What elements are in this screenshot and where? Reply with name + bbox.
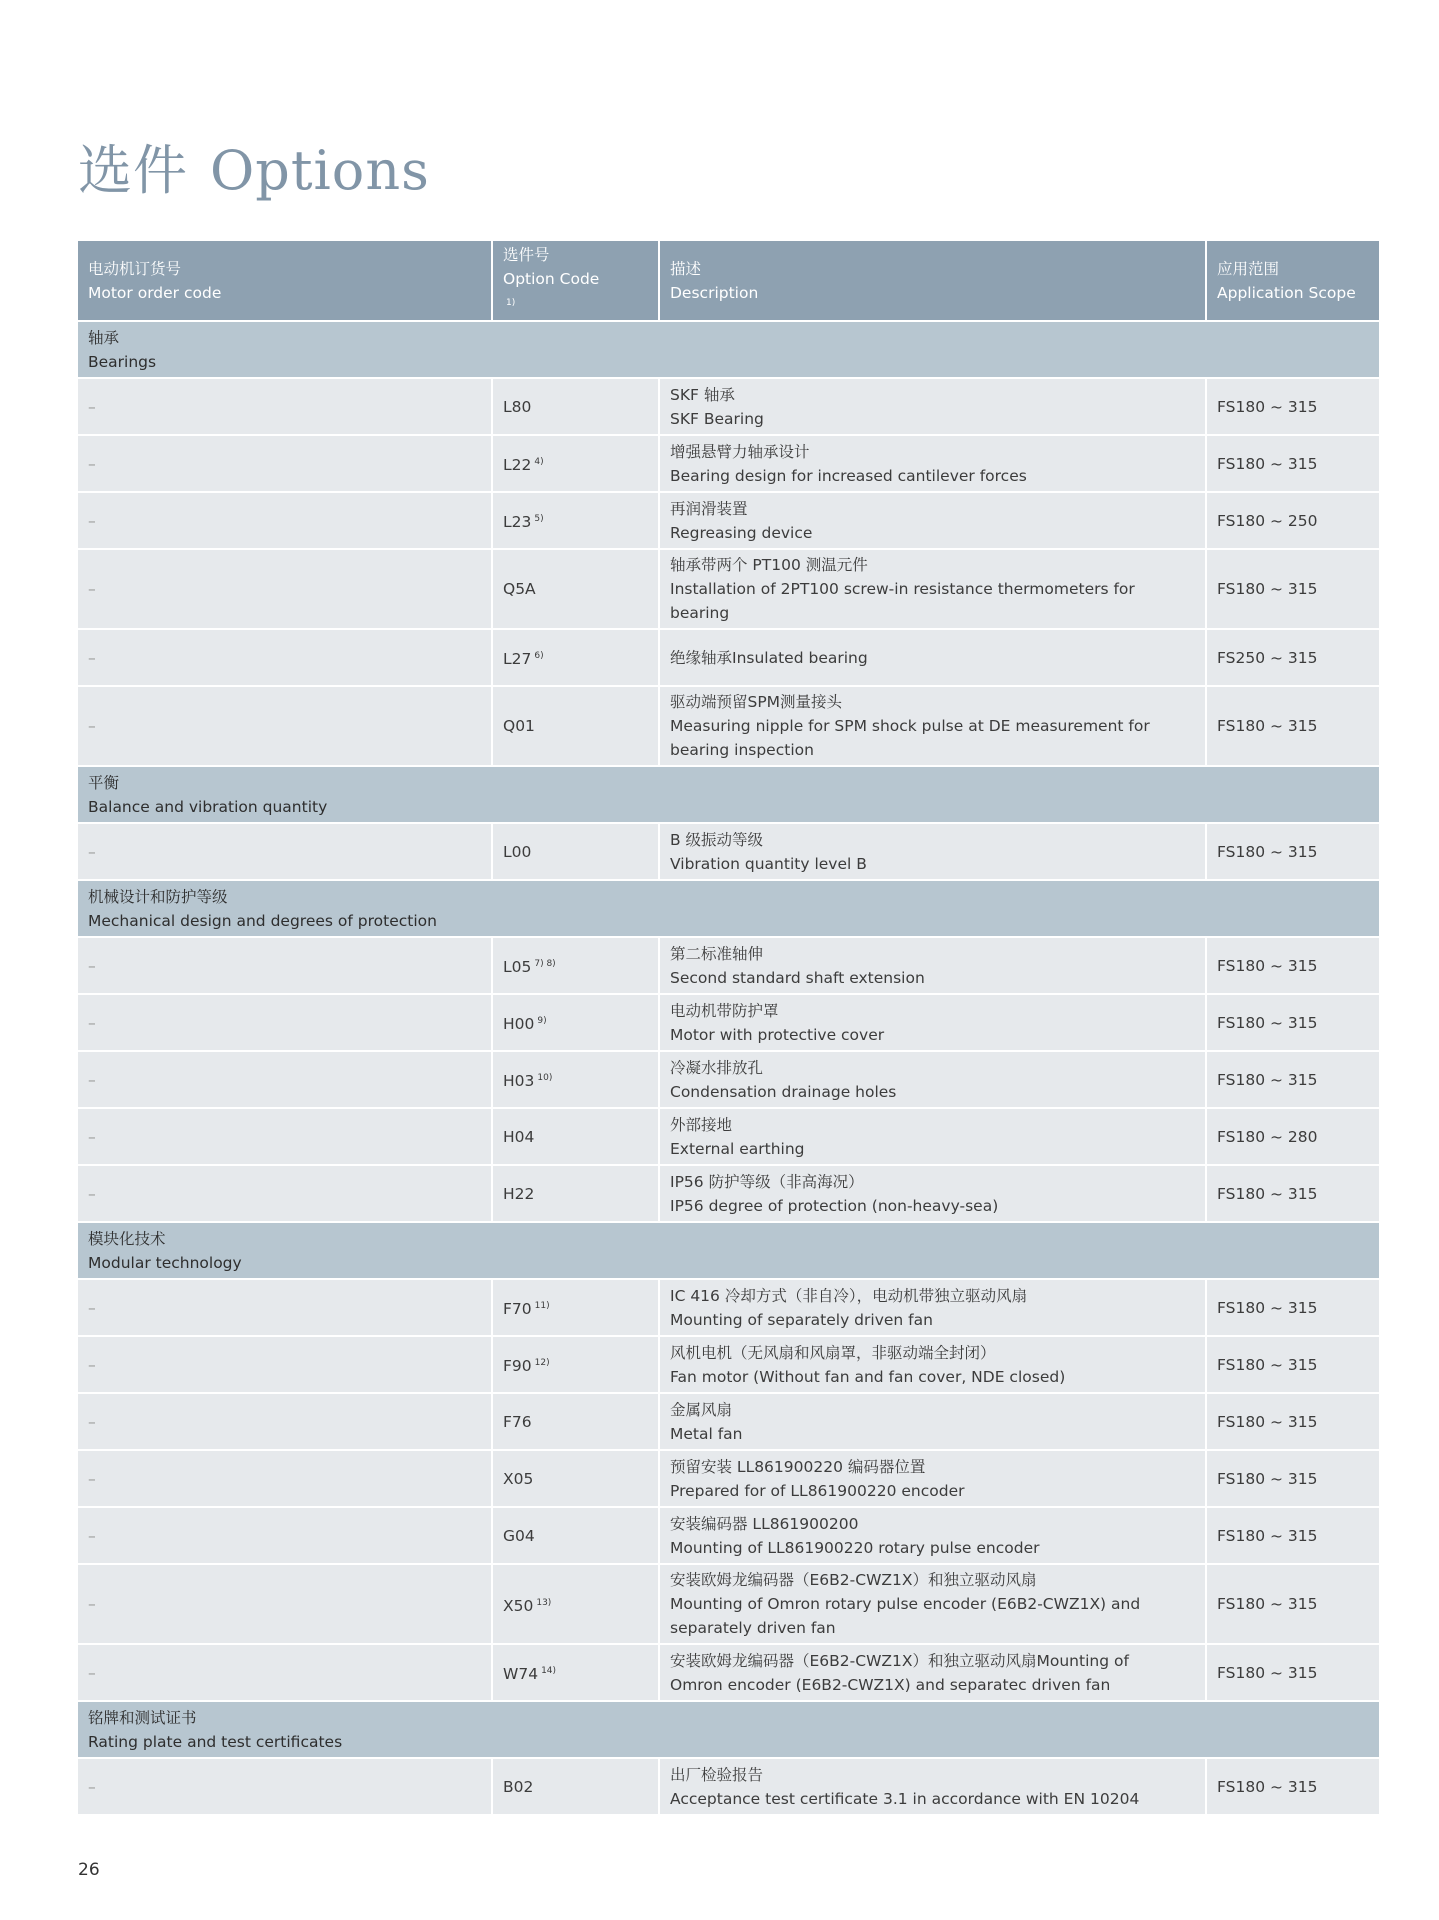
motor-order-code-cell: – — [77, 1507, 492, 1564]
section-title-cn: 轴承 — [88, 328, 120, 347]
table-body — [77, 321, 1380, 1815]
footnote-mark: 7) 8) — [534, 959, 556, 970]
description-cell — [659, 629, 1206, 686]
header-en: Motor order code — [88, 283, 222, 302]
description-cell — [659, 1336, 1206, 1393]
option-code: L23 — [503, 513, 532, 532]
description-line: Mounting of LL861900220 rotary pulse encoder — [670, 1538, 1040, 1557]
section-title-cn: 机械设计和防护等级 — [88, 887, 228, 906]
option-code: L80 — [503, 397, 532, 416]
description-line: Motor with protective cover — [670, 1025, 885, 1044]
description-line: 再润滑装置 — [670, 499, 748, 518]
description-line: Omron encoder (E6B2-CWZ1X) and separatec driven fan — [670, 1675, 1111, 1694]
description-cell — [659, 1507, 1206, 1564]
section-title-en: Rating plate and test certificates — [88, 1732, 343, 1751]
option-code-cell — [492, 1279, 659, 1336]
description-line: 金属风扇 — [670, 1400, 733, 1419]
section-title-en: Balance and vibration quantity — [88, 797, 328, 816]
description-line: 安装欧姆龙编码器（E6B2-CWZ1X）和独立驱动风扇Mounting of — [670, 1651, 1129, 1670]
table-row — [77, 1758, 1380, 1815]
table-row — [77, 629, 1380, 686]
option-code-cell — [492, 1165, 659, 1222]
options-table — [76, 239, 1381, 1816]
option-code-cell — [492, 378, 659, 435]
description-line: 外部接地 — [670, 1115, 733, 1134]
option-code-cell — [492, 1108, 659, 1165]
description-line: B 级振动等级 — [670, 830, 764, 849]
section-row — [77, 321, 1380, 378]
description-line: 增强悬臂力轴承设计 — [670, 442, 810, 461]
motor-order-code-cell: – — [77, 629, 492, 686]
header-cn: 应用范围 — [1217, 259, 1280, 278]
table-header-row — [77, 240, 1380, 321]
application-scope-cell: FS180 ~ 315 — [1206, 937, 1380, 994]
footnote-mark: 14) — [541, 1666, 557, 1677]
option-code: B02 — [503, 1777, 534, 1796]
application-scope-cell: FS250 ~ 315 — [1206, 629, 1380, 686]
table-row — [77, 1108, 1380, 1165]
header-option-code — [492, 240, 659, 321]
section-title — [77, 1701, 1380, 1758]
header-en: Application Scope — [1217, 283, 1356, 302]
motor-order-code-cell: – — [77, 1108, 492, 1165]
footnote-mark: 11) — [534, 1301, 550, 1312]
header-application-scope — [1206, 240, 1380, 321]
motor-order-code-cell: – — [77, 937, 492, 994]
motor-order-code-cell: – — [77, 1644, 492, 1701]
section-title — [77, 1222, 1380, 1279]
option-code: Q5A — [503, 580, 536, 599]
table-row — [77, 937, 1380, 994]
header-en-text: Option Code — [503, 270, 600, 288]
motor-order-code-cell: – — [77, 1165, 492, 1222]
option-code-cell — [492, 1393, 659, 1450]
description-line: 轴承带两个 PT100 测温元件 — [670, 556, 868, 575]
option-code: H22 — [503, 1184, 535, 1203]
application-scope-cell: FS180 ~ 315 — [1206, 1336, 1380, 1393]
section-title-cn: 平衡 — [88, 773, 120, 792]
footnote-mark: 10) — [537, 1073, 553, 1084]
option-code-cell — [492, 492, 659, 549]
option-code: H03 — [503, 1072, 535, 1091]
description-line: External earthing — [670, 1139, 805, 1158]
description-line: 冷凝水排放孔 — [670, 1058, 764, 1077]
table-row — [77, 1644, 1380, 1701]
section-row — [77, 880, 1380, 937]
description-line: IP56 防护等级（非高海况） — [670, 1172, 864, 1191]
table-row — [77, 1393, 1380, 1450]
motor-order-code-cell: – — [77, 1564, 492, 1644]
option-code-cell — [492, 1758, 659, 1815]
application-scope-cell: FS180 ~ 315 — [1206, 1758, 1380, 1815]
application-scope-cell: FS180 ~ 315 — [1206, 686, 1380, 766]
description-line: Installation of 2PT100 screw-in resistance thermometers for — [670, 580, 1135, 599]
motor-order-code-cell: – — [77, 1051, 492, 1108]
description-line: 第二标准轴伸 — [670, 944, 764, 963]
application-scope-cell: FS180 ~ 315 — [1206, 823, 1380, 880]
description-cell — [659, 1393, 1206, 1450]
motor-order-code-cell: – — [77, 1758, 492, 1815]
option-code-cell — [492, 1507, 659, 1564]
description-cell — [659, 435, 1206, 492]
option-code: Q01 — [503, 717, 535, 736]
option-code-cell — [492, 1450, 659, 1507]
option-code-cell — [492, 937, 659, 994]
description-cell — [659, 1564, 1206, 1644]
description-line: 风机电机（无风扇和风扇罩，非驱动端全封闭） — [670, 1343, 996, 1362]
table-row — [77, 1279, 1380, 1336]
page-number: 26 — [78, 1860, 100, 1880]
section-title — [77, 321, 1380, 378]
motor-order-code-cell: – — [77, 492, 492, 549]
option-code: L00 — [503, 842, 532, 861]
description-line: 安装欧姆龙编码器（E6B2-CWZ1X）和独立驱动风扇 — [670, 1571, 1037, 1590]
description-line: Bearing design for increased cantilever forces — [670, 466, 1027, 485]
description-line: Regreasing device — [670, 523, 813, 542]
application-scope-cell: FS180 ~ 250 — [1206, 492, 1380, 549]
section-title — [77, 880, 1380, 937]
option-code: H04 — [503, 1127, 535, 1146]
section-title-en: Bearings — [88, 352, 157, 371]
option-code-cell — [492, 823, 659, 880]
description-line: Second standard shaft extension — [670, 968, 925, 987]
header-description — [659, 240, 1206, 321]
table-row — [77, 378, 1380, 435]
table-row — [77, 1336, 1380, 1393]
application-scope-cell: FS180 ~ 315 — [1206, 1450, 1380, 1507]
description-line: Acceptance test certificate 3.1 in accordance with EN 10204 — [670, 1789, 1140, 1808]
motor-order-code-cell: – — [77, 378, 492, 435]
description-line: bearing — [670, 604, 730, 623]
motor-order-code-cell: – — [77, 435, 492, 492]
description-line: Condensation drainage holes — [670, 1082, 897, 1101]
description-line: bearing inspection — [670, 741, 814, 760]
table-row — [77, 435, 1380, 492]
description-cell — [659, 1279, 1206, 1336]
description-line: Fan motor (Without fan and fan cover, NDE closed) — [670, 1367, 1066, 1386]
option-code: X50 — [503, 1596, 534, 1615]
description-line: 绝缘轴承Insulated bearing — [670, 648, 868, 667]
application-scope-cell: FS180 ~ 315 — [1206, 1644, 1380, 1701]
header-cn: 选件号 — [503, 246, 550, 264]
motor-order-code-cell: – — [77, 823, 492, 880]
option-code: H00 — [503, 1015, 535, 1034]
description-cell — [659, 1108, 1206, 1165]
description-cell — [659, 686, 1206, 766]
description-cell — [659, 823, 1206, 880]
option-code: F76 — [503, 1412, 532, 1431]
option-code-cell — [492, 1336, 659, 1393]
description-line: Mounting of Omron rotary pulse encoder (E6B2-CWZ1X) and — [670, 1595, 1141, 1614]
application-scope-cell: FS180 ~ 315 — [1206, 1507, 1380, 1564]
application-scope-cell: FS180 ~ 315 — [1206, 378, 1380, 435]
option-code-cell — [492, 549, 659, 629]
description-cell — [659, 1644, 1206, 1701]
option-code-cell — [492, 1644, 659, 1701]
description-line: IC 416 冷却方式（非自冷），电动机带独立驱动风扇 — [670, 1286, 1028, 1305]
section-title-en: Modular technology — [88, 1253, 242, 1272]
application-scope-cell: FS180 ~ 315 — [1206, 994, 1380, 1051]
description-cell — [659, 492, 1206, 549]
option-code: L27 — [503, 650, 532, 669]
section-title-cn: 铭牌和测试证书 — [88, 1708, 197, 1727]
header-cn: 描述 — [670, 259, 702, 278]
description-line: separately driven fan — [670, 1619, 836, 1638]
table-row — [77, 1507, 1380, 1564]
application-scope-cell: FS180 ~ 315 — [1206, 1393, 1380, 1450]
footnote-mark: 12) — [534, 1358, 550, 1369]
motor-order-code-cell: – — [77, 1279, 492, 1336]
section-title — [77, 766, 1380, 823]
section-row — [77, 1701, 1380, 1758]
description-line: SKF Bearing — [670, 409, 764, 428]
application-scope-cell: FS180 ~ 315 — [1206, 1279, 1380, 1336]
motor-order-code-cell: – — [77, 1450, 492, 1507]
header-cn: 电动机订货号 — [88, 259, 182, 278]
page-title — [78, 128, 430, 205]
application-scope-cell: FS180 ~ 315 — [1206, 1165, 1380, 1222]
description-cell — [659, 1758, 1206, 1815]
table-row — [77, 1051, 1380, 1108]
motor-order-code-cell: – — [77, 1336, 492, 1393]
motor-order-code-cell: – — [77, 1393, 492, 1450]
footnote-mark: 13) — [536, 1597, 552, 1608]
option-code: W74 — [503, 1665, 539, 1684]
option-code-cell — [492, 1051, 659, 1108]
description-cell — [659, 937, 1206, 994]
table-row — [77, 1165, 1380, 1222]
description-line: 电动机带防护罩 — [670, 1001, 779, 1020]
section-title-cn: 模块化技术 — [88, 1229, 166, 1248]
table-row — [77, 686, 1380, 766]
footnote-mark: 1) — [506, 298, 516, 308]
description-line: Mounting of separately driven fan — [670, 1310, 933, 1329]
description-cell — [659, 549, 1206, 629]
description-line: 安装编码器 LL861900200 — [670, 1514, 859, 1533]
header-en — [503, 267, 648, 318]
description-cell — [659, 1051, 1206, 1108]
description-line: IP56 degree of protection (non-heavy-sea) — [670, 1196, 999, 1215]
section-row — [77, 766, 1380, 823]
option-code-cell — [492, 686, 659, 766]
option-code: L22 — [503, 456, 532, 475]
table-row — [77, 549, 1380, 629]
table-row — [77, 994, 1380, 1051]
application-scope-cell: FS180 ~ 280 — [1206, 1108, 1380, 1165]
motor-order-code-cell: – — [77, 994, 492, 1051]
application-scope-cell: FS180 ~ 315 — [1206, 435, 1380, 492]
option-code-cell — [492, 629, 659, 686]
page-title-en: Options — [210, 139, 430, 202]
header-motor-order-code — [77, 240, 492, 321]
description-cell — [659, 1450, 1206, 1507]
table-row — [77, 492, 1380, 549]
description-line: 出厂检验报告 — [670, 1765, 764, 1784]
option-code-cell — [492, 994, 659, 1051]
footnote-mark: 4) — [534, 457, 544, 468]
description-line: Metal fan — [670, 1424, 743, 1443]
description-line: Vibration quantity level B — [670, 854, 867, 873]
page-title-cn: 选件 — [78, 139, 188, 202]
description-line: SKF 轴承 — [670, 385, 735, 404]
table-row — [77, 1450, 1380, 1507]
option-code-cell — [492, 435, 659, 492]
description-cell — [659, 1165, 1206, 1222]
footnote-mark: 5) — [534, 514, 544, 525]
footnote-mark: 6) — [534, 651, 544, 662]
description-line: Measuring nipple for SPM shock pulse at DE measurement for — [670, 717, 1150, 736]
motor-order-code-cell: – — [77, 686, 492, 766]
option-code: X05 — [503, 1469, 534, 1488]
motor-order-code-cell: – — [77, 549, 492, 629]
option-code: F90 — [503, 1357, 532, 1376]
option-code-cell — [492, 1564, 659, 1644]
option-code: L05 — [503, 958, 532, 977]
section-row — [77, 1222, 1380, 1279]
table-row — [77, 823, 1380, 880]
header-en: Description — [670, 283, 759, 302]
description-cell — [659, 378, 1206, 435]
section-title-en: Mechanical design and degrees of protection — [88, 911, 437, 930]
description-cell — [659, 994, 1206, 1051]
application-scope-cell: FS180 ~ 315 — [1206, 1051, 1380, 1108]
application-scope-cell: FS180 ~ 315 — [1206, 1564, 1380, 1644]
description-line: Prepared for of LL861900220 encoder — [670, 1481, 965, 1500]
table-row — [77, 1564, 1380, 1644]
footnote-mark: 9) — [537, 1016, 547, 1027]
description-line: 驱动端预留SPM测量接头 — [670, 693, 843, 712]
description-line: 预留安装 LL861900220 编码器位置 — [670, 1457, 926, 1476]
application-scope-cell: FS180 ~ 315 — [1206, 549, 1380, 629]
option-code: G04 — [503, 1526, 535, 1545]
option-code: F70 — [503, 1300, 532, 1319]
